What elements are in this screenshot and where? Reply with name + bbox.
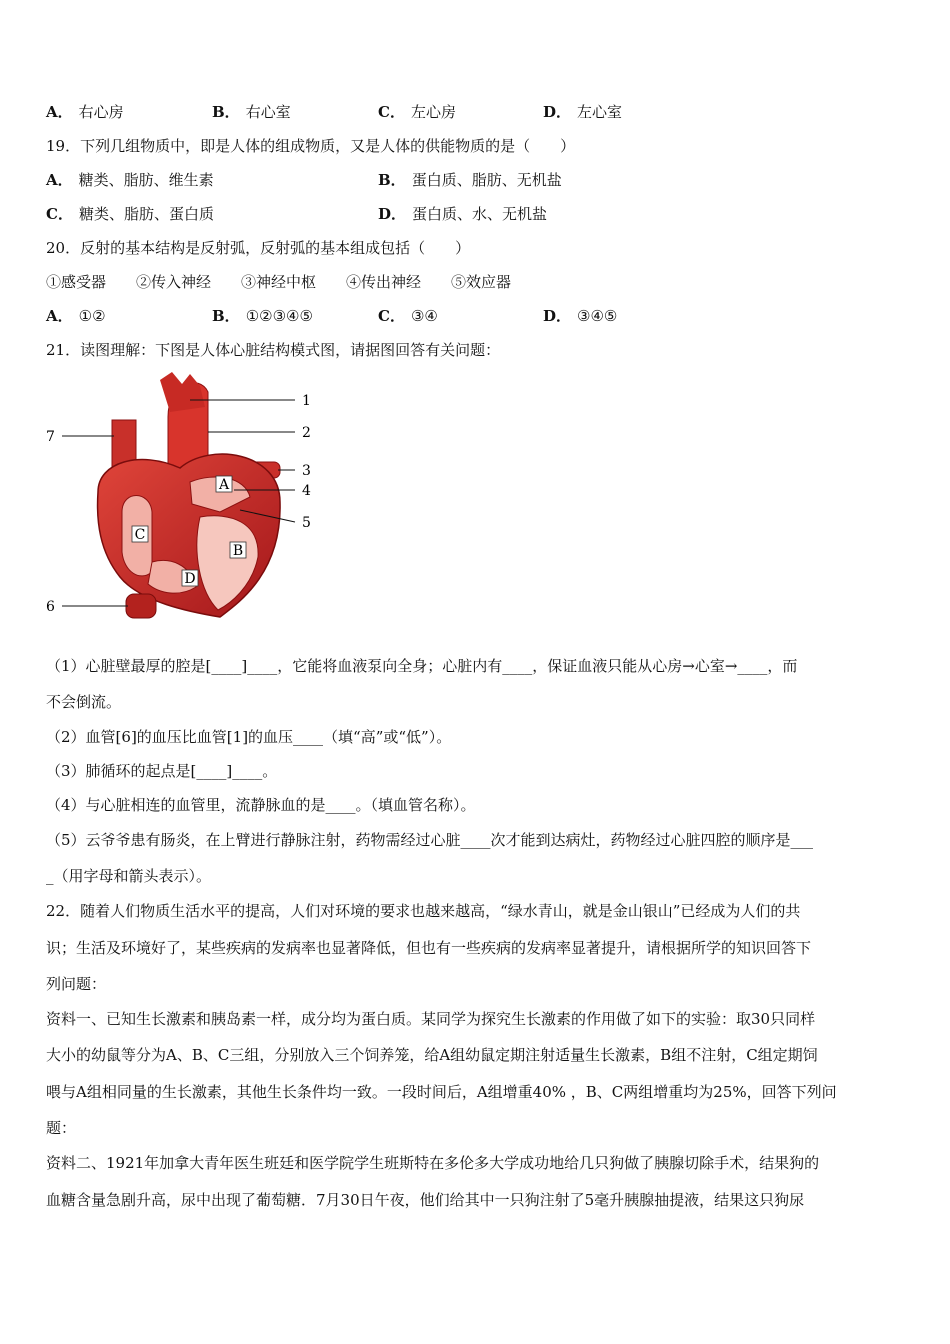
q22-line2: 识；生活及环境好了，某些疾病的发病率也显著降低，但也有一些疾病的发病率显著提升，请根据所学的知识回答下 xyxy=(46,939,812,957)
heart-diagram xyxy=(40,372,340,632)
q19-option-d: D． 蛋白质、水、无机盐 xyxy=(378,205,548,223)
q21-sub1-line1: （1）心脏壁最厚的腔是[____]____，它能将血液泵向全身；心脏内有____，保证血液只能从心房→心室→____，而 xyxy=(46,657,798,675)
q20-stem: 20．反射的基本结构是反射弧，反射弧的基本组成包括（ ） xyxy=(46,239,471,257)
q21-sub4: （4）与心脏相连的血管里，流静脉血的是____。（填血管名称）。 xyxy=(46,796,476,814)
label-6: 6 xyxy=(46,599,55,615)
q19-option-a: A． 糖类、脂肪、维生素 xyxy=(46,171,214,189)
label-3: 3 xyxy=(302,463,311,479)
q20-option-c: C． ③④ xyxy=(378,307,438,325)
q20-option-d: D． ③④⑤ xyxy=(543,307,618,325)
q21-sub5-line2: _（用字母和箭头表示）。 xyxy=(46,867,212,885)
q20-option-a: A． ①② xyxy=(46,307,106,325)
label-b: B xyxy=(232,543,244,559)
label-4: 4 xyxy=(302,483,311,499)
q22-material2-line2: 血糖含量急剧升高，尿中出现了葡萄糖．7月30日午夜，他们给其中一只狗注射了5毫升胰腺抽提液，结果这只狗尿 xyxy=(46,1191,805,1209)
label-1: 1 xyxy=(302,393,311,409)
q22-material1-line2: 大小的幼鼠等分为A、B、C三组，分别放入三个饲养笼，给A组幼鼠定期注射适量生长激素，B组不注射，C组定期饲 xyxy=(46,1046,818,1064)
q18-option-c: C． 左心房 xyxy=(378,103,456,121)
q22-material2-line1: 资料二、1921年加拿大青年医生班廷和医学院学生班斯特在多伦多大学成功地给几只狗做了胰腺切除手术，结果狗的 xyxy=(46,1154,820,1172)
q18-option-a: A． 右心房 xyxy=(46,103,124,121)
q18-option-b: B． 右心室 xyxy=(212,103,291,121)
q21-sub5-line1: （5）云爷爷患有肠炎，在上臂进行静脉注射，药物需经过心脏____次才能到达病灶，药物经过心脏四腔的顺序是___ xyxy=(46,831,814,849)
q22-material1-line1: 资料一、已知生长激素和胰岛素一样，成分均为蛋白质。某同学为探究生长激素的作用做了如下的实验：取30只同样 xyxy=(46,1010,816,1028)
q22-material1-line3: 喂与A组相同量的生长激素，其他生长条件均一致。一段时间后，A组增重40% ，B、C两组增重均为25%，回答下列问 xyxy=(46,1083,837,1101)
q19-stem: 19．下列几组物质中，即是人体的组成物质，又是人体的供能物质的是（ ） xyxy=(46,137,576,155)
q19-option-b: B． 蛋白质、脂肪、无机盐 xyxy=(378,171,562,189)
label-c: C xyxy=(134,527,146,543)
label-a: A xyxy=(218,477,230,493)
label-5: 5 xyxy=(302,515,311,531)
q22-line1: 22．随着人们物质生活水平的提高，人们对环境的要求也越来越高，“绿水青山，就是金山银山”已经成为人们的共 xyxy=(46,902,801,920)
label-2: 2 xyxy=(302,425,311,441)
q22-material1-line4: 题： xyxy=(46,1119,77,1137)
q19-option-c: C． 糖类、脂肪、蛋白质 xyxy=(46,205,214,223)
q20-option-b: B． ①②③④⑤ xyxy=(212,307,313,325)
q21-sub3: （3）肺循环的起点是[____]____。 xyxy=(46,762,278,780)
label-d: D xyxy=(184,571,196,587)
label-7: 7 xyxy=(46,429,55,445)
q21-sub2: （2）血管[6]的血压比血管[1]的血压____（填“高”或“低”）。 xyxy=(46,728,452,746)
q21-stem: 21．读图理解：下图是人体心脏结构模式图，请据图回答有关问题： xyxy=(46,341,501,359)
q20-parts: ①感受器 ②传入神经 ③神经中枢 ④传出神经 ⑤效应器 xyxy=(46,273,512,291)
q18-option-d: D． 左心室 xyxy=(543,103,623,121)
q22-line3: 列问题： xyxy=(46,975,107,993)
q21-sub1-line2: 不会倒流。 xyxy=(46,693,122,711)
